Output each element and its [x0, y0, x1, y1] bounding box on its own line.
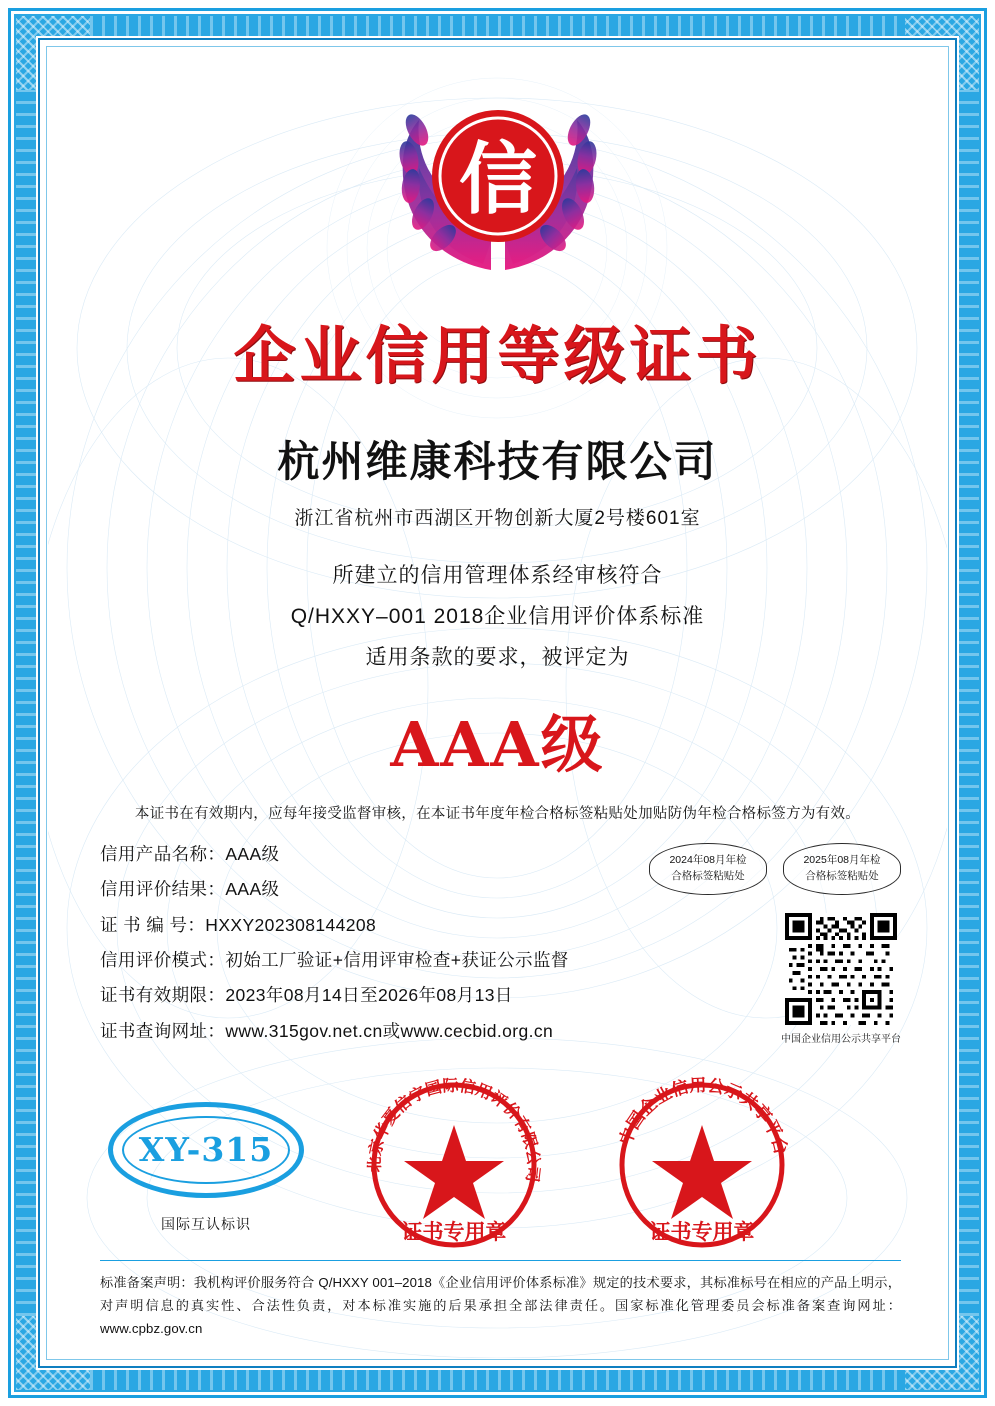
detail-value-website[interactable]: www.315gov.net.cn或www.cecbid.org.cn: [225, 1020, 554, 1041]
details-and-stickers-row: [48, 837, 947, 1049]
credit-emblem-logo: [373, 74, 623, 294]
certificate-title: 企业信用等级证书: [233, 319, 762, 392]
statement-line-2: Q/HXXY–001 2018企业信用评价体系标准: [290, 604, 705, 628]
xy-315-caption: 国际互认标识: [161, 1215, 251, 1232]
seal-platform-bottom-text: 证书专用章: [649, 1219, 755, 1244]
compliance-statement: [291, 556, 705, 679]
detail-row-website: [100, 1014, 569, 1049]
detail-row-mode: [100, 943, 569, 978]
svg-text:北京华夏信宇国际信用评价有限公司: 北京华夏信宇国际信用评价有限公司: [364, 1075, 544, 1184]
detail-row-product: [100, 837, 569, 872]
standard-filing-statement: 标准备案声明：我机构评价服务符合 Q/HXXY 001–2018《企业信用评价体系标准》规定的技术要求，其标准标号在相应的产品上明示，对声明信息的真实性、合法性负责，对本标准实施的后果承担全部法律责任。国家标准化管理委员会标准备案查询网址：www.cpbz.gov.cn: [100, 1260, 901, 1340]
sticker-2025-line1: 2025年08月年检: [803, 854, 881, 867]
sticker-2025: [783, 843, 901, 895]
certificate-details: [100, 837, 569, 1049]
xy-315-badge: [108, 1102, 304, 1198]
annual-inspection-stickers: [649, 843, 901, 895]
xy-315-badge-block: [108, 1102, 304, 1234]
border-pattern-bottom: [90, 1368, 905, 1390]
detail-label-website: 证书查询网址：: [100, 1020, 226, 1041]
detail-value-validity: 2023年08月14日至2026年08月13日: [225, 985, 513, 1006]
official-seal-platform: [604, 1067, 800, 1263]
detail-value-number: HXXY202308144208: [205, 914, 377, 935]
annual-inspection-notice: 本证书在有效期内，应每年接受监督审核，在本证书年度年检合格标签粘贴处加贴防伪年检合格标签方为有效。: [134, 805, 861, 822]
statement-line-1: 所建立的信用管理体系经审核符合: [332, 564, 663, 587]
qr-code-caption: 中国企业信用公示共享平台: [781, 1033, 901, 1045]
detail-row-number: [100, 908, 569, 943]
svg-text:信: 信: [458, 135, 537, 225]
detail-label-number: 证 书 编 号：: [100, 914, 206, 935]
qr-code-icon[interactable]: [785, 913, 897, 1025]
detail-row-result: [100, 872, 569, 907]
detail-label-mode: 信用评价模式：: [100, 949, 226, 970]
sticker-2024-line1: 2024年08月年检: [669, 854, 747, 867]
svg-text:中国企业信用公示共享平台: 中国企业信用公示共享平台: [615, 1075, 791, 1157]
stickers-and-qr: [649, 843, 901, 1045]
sticker-2024-line2: 合格标签粘贴处: [671, 869, 745, 882]
credit-grade: AAA级: [390, 707, 605, 781]
detail-value-result: AAA级: [225, 879, 280, 900]
border-pattern-top: [90, 16, 905, 38]
sticker-2025-line2: 合格标签粘贴处: [805, 869, 879, 882]
company-name: 杭州维康科技有限公司: [277, 438, 718, 485]
seal-issuer-bottom-text: 证书专用章: [401, 1219, 507, 1244]
seals-row: [48, 1067, 947, 1263]
qr-code-block: [781, 913, 901, 1045]
detail-label-result: 信用评价结果：: [100, 879, 226, 900]
border-pattern-right: [957, 90, 979, 1316]
detail-label-product: 信用产品名称：: [100, 843, 226, 864]
official-seal-issuer: [356, 1067, 552, 1263]
detail-value-product: AAA级: [225, 843, 280, 864]
detail-row-validity: [100, 978, 569, 1013]
detail-value-mode: 初始工厂验证+信用评审检查+获证公示监督: [225, 949, 569, 970]
sticker-2024: [649, 843, 767, 895]
xy-315-label: XY-315: [138, 1130, 274, 1170]
detail-label-validity: 证书有效期限：: [100, 985, 226, 1006]
company-address: 浙江省杭州市西湖区开物创新大厦2号楼601室: [294, 508, 701, 529]
statement-line-3: 适用条款的要求，被评定为: [365, 645, 630, 669]
border-pattern-left: [16, 90, 38, 1316]
